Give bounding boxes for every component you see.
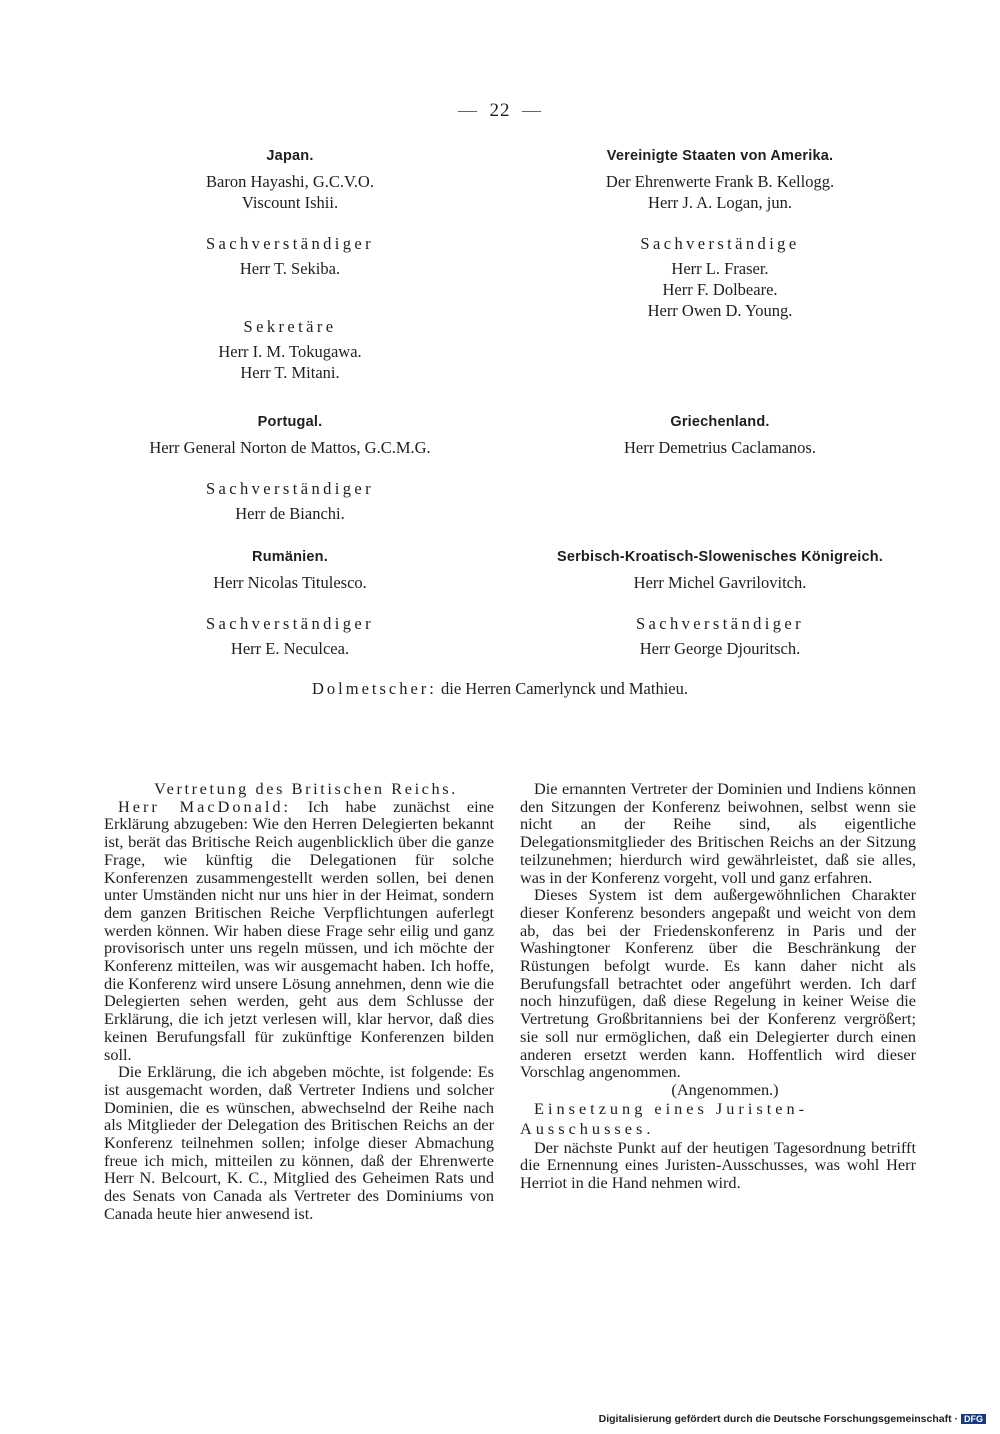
paragraph: Dieses System ist dem außergewöhnlichen Charakter dieser Konferenz besonders angepaßt und weicht von dem ab, das bei der Friedenskonferenz in Paris und der Washingtoner Konferenz über die Beschränkung der Rüstungen befolgt wurde. Es kann daher nicht als Berufungsfall betrachtet oder angeführt werden. Ich darf noch hinzufügen, daß diese Regelung in keiner Weise die Vertretung Großbritanniens bei der Konferenz vergrößert; sie soll nur ermöglichen, daß ein Delegierter durch einen anderen ersetzt werden kann. Hoffentlich wird dieser Vorschlag angenommen. bbox=[520, 885, 916, 1082]
page-number: — 22 — bbox=[458, 100, 542, 121]
delegate-name: Herr J. A. Logan, jun. bbox=[648, 193, 792, 212]
expert-name: Herr F. Dolbeare. bbox=[662, 280, 778, 299]
expert-name: Herr T. Sekiba. bbox=[239, 259, 341, 278]
interpreters-text: die Herren Camerlynck und Mathieu. bbox=[441, 679, 688, 698]
text-column-right bbox=[520, 780, 916, 1192]
secretary-name: Herr T. Mitani. bbox=[240, 363, 340, 382]
expert-name: Herr L. Fraser. bbox=[671, 259, 769, 278]
expert-name: Herr E. Neculcea. bbox=[230, 639, 350, 658]
expert-name: Herr Owen D. Young. bbox=[647, 301, 793, 320]
delegate-name: Der Ehrenwerte Frank B. Kellogg. bbox=[605, 172, 835, 191]
delegation-japan bbox=[100, 146, 480, 383]
interpreters-line bbox=[0, 679, 1000, 699]
delegate-name: Baron Hayashi, G.C.V.O. bbox=[206, 172, 374, 191]
paragraph: Die Erklärung, die ich abgeben möchte, ist folgende: Es ist ausgemacht worden, daß Vertreter Indiens und solcher Dominien, die es wünschen, abwechselnd der Reihe nach als Mitglieder der Delegation des Britischen Reichs an der Konferenz teilnehmen sollen; infolge dieser Abmachung freue ich mich, mitteilen zu können, daß der Ehrenwerte Herr N. Belcourt, K. C., Mitglied des Geheimen Rats und des Senats von Canada als Vertreter des Dominiums von Canada heute hier anwesend ist. bbox=[104, 1062, 494, 1223]
secretary-name: Herr I. M. Tokugawa. bbox=[218, 342, 362, 361]
delegation-greece bbox=[520, 412, 920, 458]
role-label: Sachverständige bbox=[640, 234, 800, 253]
paragraph bbox=[104, 798, 494, 1064]
country-heading: Serbisch-Kroatisch-Slowenisches Königreich. bbox=[556, 549, 884, 565]
country-heading: Rumänien. bbox=[252, 549, 328, 565]
delegation-portugal bbox=[100, 412, 480, 524]
paragraph: Die ernannten Vertreter der Dominien und Indiens können den Sitzungen der Konferenz beiwohnen, selbst wenn sie nicht an der Reihe sind, als eigentliche Delegationsmitglieder des Britischen Reichs an der Sitzung teilzunehmen; hierdurch wird gewährleistet, daß sie alles, was in der Konferenz vorgeht, voll und ganz erfahren. bbox=[520, 779, 916, 887]
text-column-left bbox=[104, 780, 494, 1223]
credit-text: Digitalisierung gefördert durch die Deutsche Forschungsgemeinschaft · bbox=[598, 1413, 958, 1425]
role-label: Sekretäre bbox=[243, 317, 337, 336]
delegation-serbia bbox=[520, 547, 920, 659]
adopted-note: (Angenommen.) bbox=[671, 1079, 779, 1099]
interpreters-label: Dolmetscher: bbox=[312, 679, 437, 698]
expert-name: Herr de Bianchi. bbox=[235, 504, 345, 523]
expert-name: Herr George Djouritsch. bbox=[639, 639, 801, 658]
dfg-logo: DFG bbox=[961, 1414, 986, 1424]
delegation-usa bbox=[520, 146, 920, 321]
paragraph-text: Ich habe zunächst eine Erklärung abzugeben: Wie den Herren Delegierten bekannt ist, berät das Britische Reich augenblicklich über die ganze Frage, wie künftig die Delegationen für solche Konferenzen zusammengestellt werden sollen, bei denen unter Umständen nicht nur uns hier in der Heimat, sondern dem ganzen Britischen Reiche Verpflichtungen auferlegt werden können. Wir haben diese Frage sehr eilig und ganz provisorisch unter uns regeln müssen, und ich möchte der Konferenz mitteilen, was wir ausgemacht haben. Ich hoffe, die Konferenz wird unsere Lösung annehmen, denn wie die Delegierten sehen werden, geht aus dem Schlusse der Erklärung, die ich jetzt verlesen will, klar hervor, daß dies keinen Berufungsfall für zukünftige Konferenzen bilden soll. bbox=[104, 796, 494, 1064]
delegate-name: Herr Michel Gavrilovitch. bbox=[633, 573, 807, 592]
delegation-romania bbox=[100, 547, 480, 659]
paragraph: Der nächste Punkt auf der heutigen Tagesordnung betrifft die Ernennung eines Juristen-Ausschusses, was wohl Herr Herriot in die Hand nehmen wird. bbox=[520, 1137, 916, 1193]
country-heading: Japan. bbox=[266, 148, 314, 164]
role-label: Sachverständiger bbox=[205, 614, 375, 633]
country-heading: Portugal. bbox=[257, 414, 323, 430]
digitization-credit bbox=[599, 1413, 986, 1425]
delegate-name: Viscount Ishii. bbox=[241, 193, 339, 212]
country-heading: Griechenland. bbox=[670, 414, 770, 430]
section-heading: Vertretung des Britischen Reichs. bbox=[154, 779, 458, 798]
page-number-value: 22 bbox=[489, 100, 511, 121]
delegate-name: Herr Demetrius Caclamanos. bbox=[624, 438, 816, 457]
country-heading: Vereinigte Staaten von Amerika. bbox=[606, 148, 834, 164]
delegate-name: Herr General Norton de Mattos, G.C.M.G. bbox=[149, 438, 431, 457]
section-heading: Einsetzung eines Juristen-Ausschusses. bbox=[520, 1098, 809, 1138]
delegate-name: Herr Nicolas Titulesco. bbox=[213, 573, 367, 592]
speaker-name: Herr MacDonald: bbox=[118, 796, 292, 816]
role-label: Sachverständiger bbox=[205, 479, 375, 498]
role-label: Sachverständiger bbox=[205, 234, 375, 253]
role-label: Sachverständiger bbox=[635, 614, 805, 633]
